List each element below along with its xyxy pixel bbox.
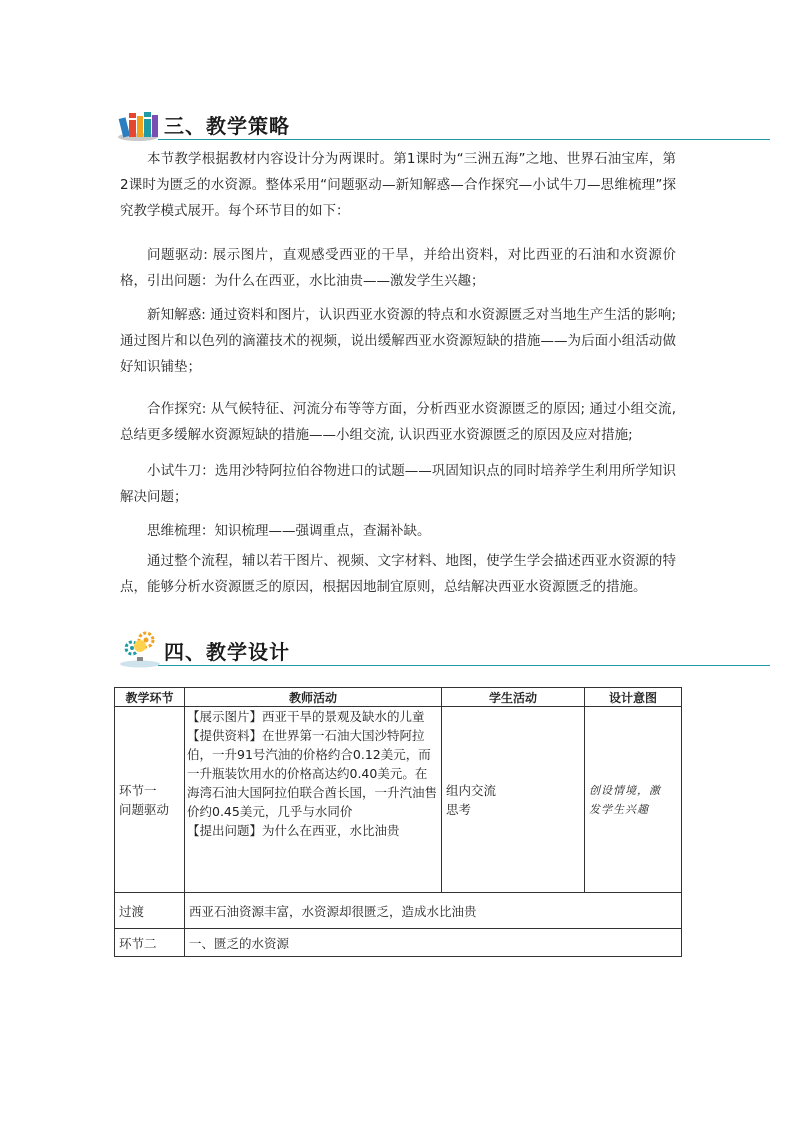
stage-cell: 环节二 xyxy=(115,929,185,957)
gears-lightbulb-icon xyxy=(118,630,162,670)
header-teacher-activity: 教师活动 xyxy=(185,688,442,707)
section-3-header xyxy=(118,104,770,148)
header-student-activity: 学生活动 xyxy=(442,688,585,707)
section-3-title: 三、教学策略 xyxy=(164,114,290,138)
stage-cell xyxy=(115,707,185,893)
strategy-new-knowledge-paragraph: 新知解惑: 通过资料和图片，认识西亚水资源的特点和水资源匮乏对当地生产生活的影响; 通过图片和以色列的滴灌技术的视频，说出缓解西亚水资源短缺的措施——为后面小组活动做好知识铺垫； xyxy=(120,307,676,375)
header-stage: 教学环节 xyxy=(115,688,185,707)
design-intent-line: 创设情境，激 xyxy=(589,783,661,797)
stage-label: 环节一 xyxy=(119,782,157,798)
table-row xyxy=(115,893,682,929)
section-3-rule xyxy=(158,139,770,140)
strategy-problem-driven-paragraph: 问题驱动: 展示图片，直观感受西亚的干旱，并给出资料，对比西亚的石油和水资源价格，引出问题：为什么在西亚，水比油贵——激发学生兴趣； xyxy=(120,247,676,289)
teacher-activity-cell xyxy=(185,707,442,893)
table-row xyxy=(115,929,682,957)
table-row xyxy=(115,707,682,893)
section-4-rule xyxy=(158,665,770,666)
stage-two-content-cell: 一、匮乏的水资源 xyxy=(185,929,682,957)
design-intent-cell xyxy=(585,707,682,893)
section-4-title: 四、教学设计 xyxy=(164,640,290,664)
header-design-intent: 设计意图 xyxy=(585,688,682,707)
student-activity-line: 组内交流 xyxy=(446,782,497,798)
section-4-header xyxy=(118,630,770,674)
design-intent-line: 发学生兴趣 xyxy=(589,802,649,816)
teacher-activity-raise-question: 【提出问题】为什么在西亚，水比油贵 xyxy=(187,823,400,838)
teacher-activity-provide-data: 【提供资料】在世界第一石油大国沙特阿拉伯，一升91号汽油的价格约合0.12美元，而一升瓶装饮用水的价格高达约0.40美元。在海湾石油大国阿拉伯联合酋长国，一升汽油售价约0.45美元，几乎与水同价 xyxy=(187,728,438,819)
transition-content-cell: 西亚石油资源丰富，水资源却很匮乏，造成水比油贵 xyxy=(185,893,682,929)
teaching-design-table xyxy=(114,687,682,957)
teacher-activity-show-images: 【展示图片】西亚干旱的景观及缺水的儿童 xyxy=(187,709,425,724)
strategy-summary-paragraph: 思维梳理：知识梳理——强调重点，查漏补缺。 xyxy=(147,523,431,539)
student-activity-line: 思考 xyxy=(446,801,472,817)
table-header-row xyxy=(115,688,682,707)
strategy-cooperative-paragraph: 合作探究: 从气候特征、河流分布等等方面，分析西亚水资源匮乏的原因; 通过小组交流, 总结更多缓解水资源短缺的措施——小组交流, 认识西亚水资源匮乏的原因及应对措施; xyxy=(120,401,676,443)
stage-cell: 过渡 xyxy=(115,893,185,929)
strategy-intro-paragraph: 本节教学根据教材内容设计分为两课时。第1课时为“三洲五海”之地、世界石油宝库，第2课时为匮乏的水资源。整体采用“问题驱动—新知解惑—合作探究—小试牛刀—思维梳理”探究教学模式展开。每个环节目的如下： xyxy=(120,151,676,219)
strategy-practice-paragraph: 小试牛刀：选用沙特阿拉伯谷物进口的试题——巩固知识点的同时培养学生利用所学知识解决问题； xyxy=(120,463,676,505)
strategy-conclusion-paragraph: 通过整个流程，辅以若干图片、视频、文字材料、地图，使学生学会描述西亚水资源的特点，能够分析水资源匮乏的原因，根据因地制宜原则，总结解决西亚水资源匮乏的措施。 xyxy=(120,553,676,595)
books-icon xyxy=(118,104,162,144)
student-activity-cell xyxy=(442,707,585,893)
stage-sub-label: 问题驱动 xyxy=(119,801,170,817)
